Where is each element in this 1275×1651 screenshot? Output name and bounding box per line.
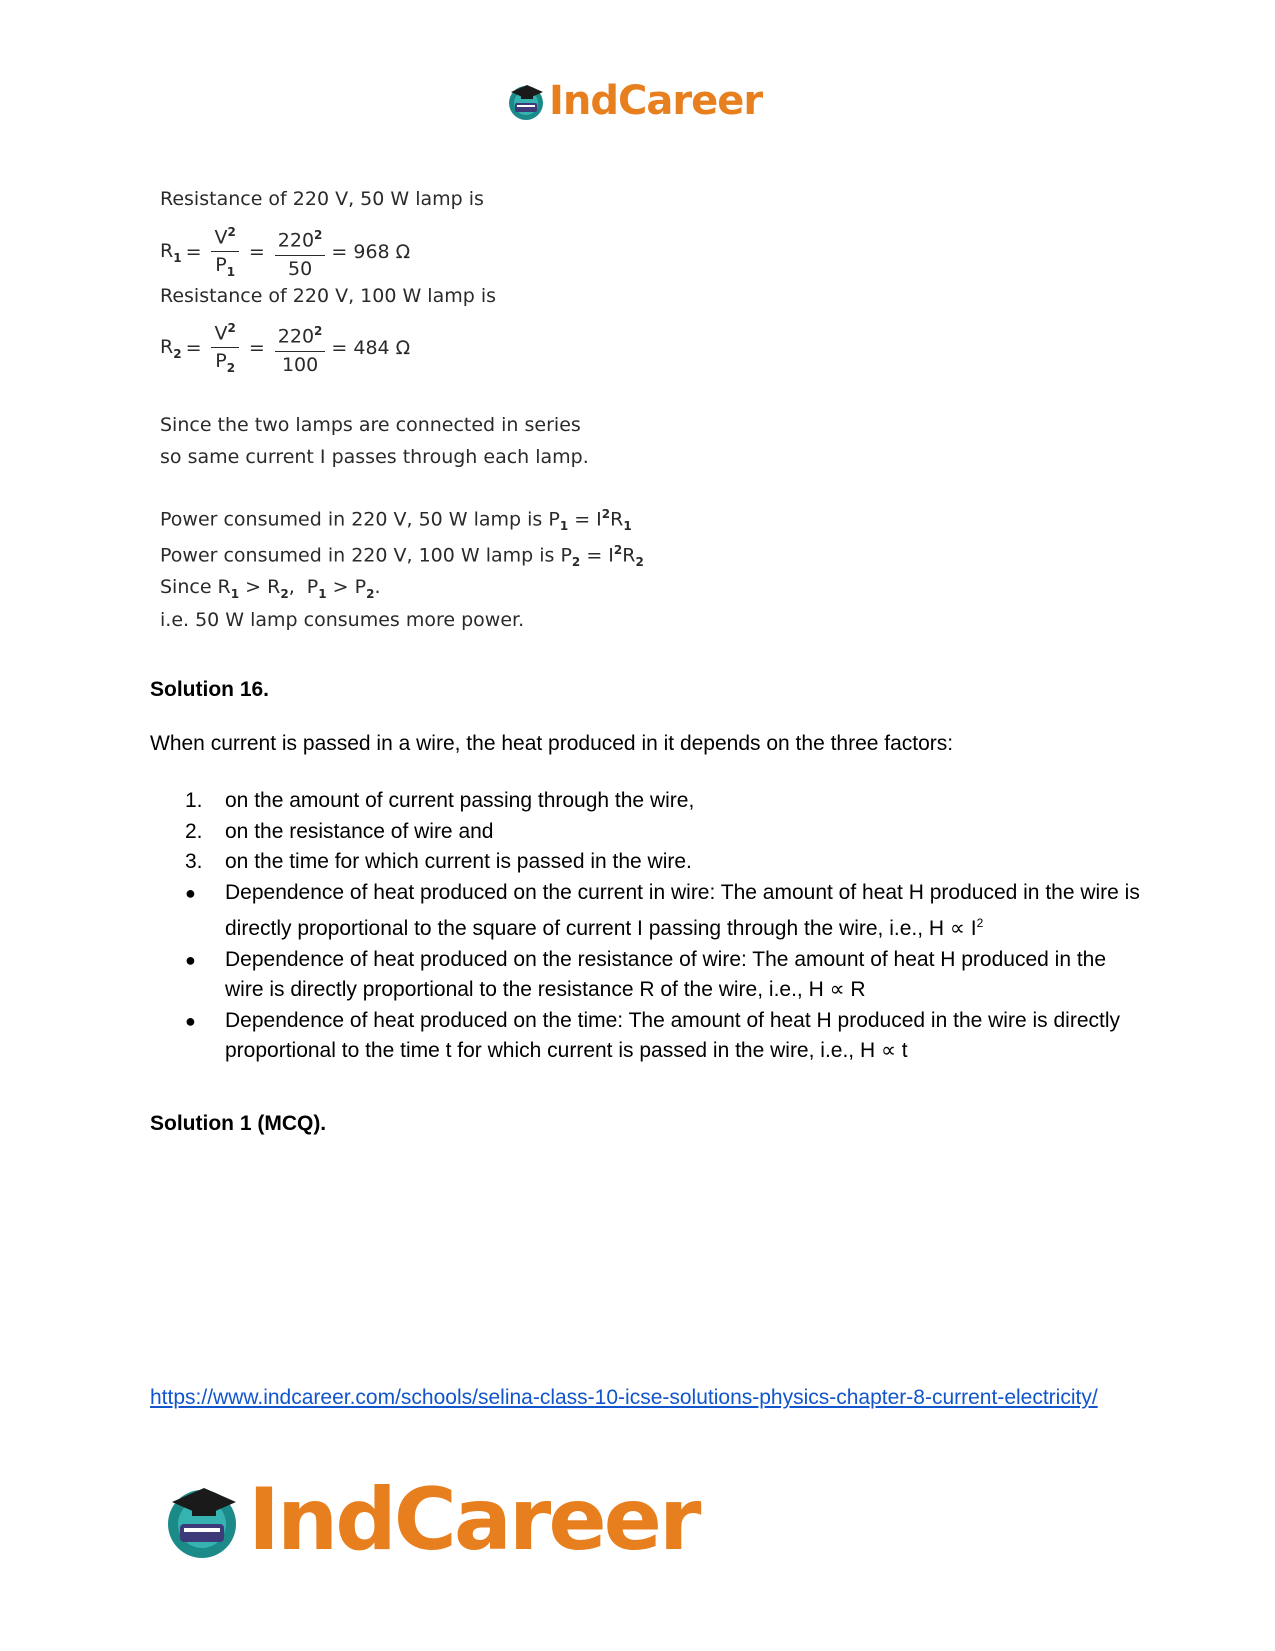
graduation-cap-book-globe-icon — [505, 80, 547, 122]
list-item: ● Dependence of heat produced on the time: The amount of heat H produced in the wire is directly proportional to the time t for which current is passed in the wire, i.e., H ∝ t — [185, 1008, 1120, 1062]
list-item: ● Dependence of heat produced on the current in wire: The amount of heat H produced in the wire is directly proportional to the square of current I passing through the wire, i.e., $H \propto I^2$ — [185, 880, 1140, 940]
graduation-cap-book-globe-icon — [160, 1478, 244, 1562]
solution-16-list — [150, 786, 1140, 1067]
footer-logo — [160, 1470, 698, 1570]
math-line-power-1: Power consumed in 220 V, 50 W lamp is $P_1 = I^2R_1$ — [160, 507, 632, 534]
footer-logo-text: IndCareer — [248, 1470, 699, 1570]
list-item: 2. on the resistance of wire and — [185, 819, 494, 843]
equation-r2: $R_2$ = $\frac{V^2}{P_2}$ = $\frac{220^2}{100}$ = 484 Ω — [160, 316, 410, 380]
math-line-since: Since $R_1 > R_2$, $P_1 > P_2$. — [160, 576, 381, 601]
math-line-series-1: Since the two lamps are connected in series — [160, 414, 581, 436]
solution-16-title: Solution 16. — [150, 678, 270, 701]
math-line-resistance-50w: Resistance of 220 V, 50 W lamp is — [160, 188, 484, 210]
solution-16-intro: When current is passed in a wire, the heat produced in it depends on the three factors: — [150, 732, 954, 755]
math-line-power-2: Power consumed in 220 V, 100 W lamp is $P_2 = I^2R_2$ — [160, 543, 644, 570]
list-item: 3. on the time for which current is passed in the wire. — [185, 850, 692, 873]
header-logo — [505, 78, 762, 124]
source-link[interactable]: https://www.indcareer.com/schools/selina-class-10-icse-solutions-physics-chapter-8-current-electricity/ — [150, 1386, 1098, 1409]
math-line-series-2: so same current I passes through each lamp. — [160, 446, 589, 468]
header-logo-text: IndCareer — [549, 78, 763, 124]
list-item: ● Dependence of heat produced on the resistance of wire: The amount of heat H produced in the wire is directly proportional to the resistance R of the wire, i.e., H ∝ R — [185, 947, 1107, 1001]
math-line-conclusion: i.e. 50 W lamp consumes more power. — [160, 609, 525, 631]
math-line-resistance-100w: Resistance of 220 V, 100 W lamp is — [160, 285, 496, 307]
solution-1-mcq-title: Solution 1 (MCQ). — [150, 1112, 327, 1135]
list-item: 1. on the amount of current passing through the wire, — [185, 789, 695, 812]
equation-r1: $R_1$ = $\frac{V^2}{P_1}$ = $\frac{220^2}{50}$ = 968 Ω — [160, 220, 410, 284]
